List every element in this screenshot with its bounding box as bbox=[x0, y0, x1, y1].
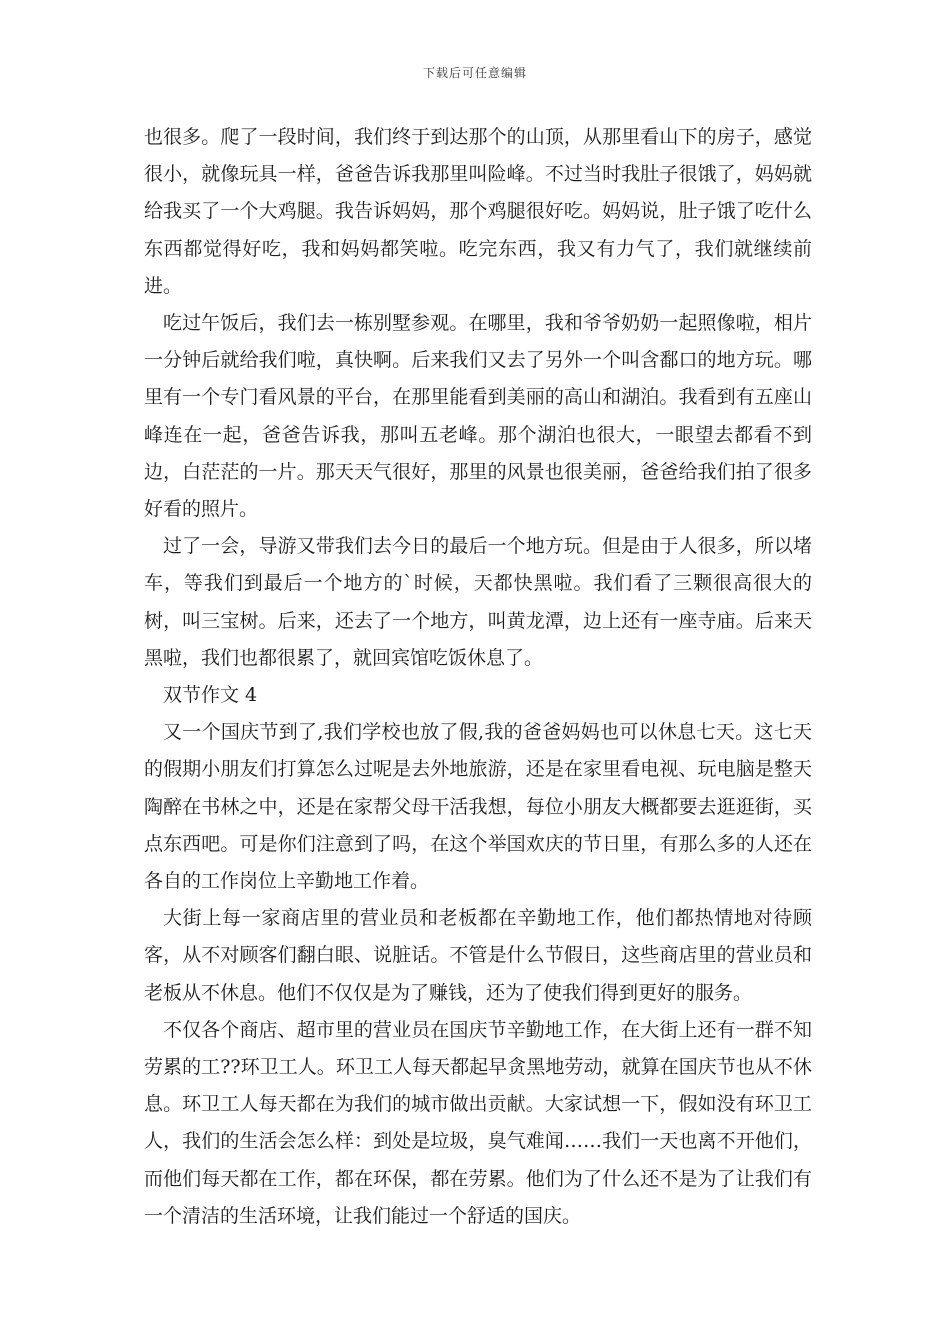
section-title: 双节作文 4 bbox=[163, 684, 258, 707]
header-note: 下载后可任意编辑 bbox=[422, 66, 527, 80]
paragraph-shop-workers: 大街上每一家商店里的营业员和老板都在辛勤地工作，他们都热情地对待顾客，从不对顾客们翻白眼、说脏话。不管是什么节假日，这些商店里的营业员和老板从不休息。他们不仅仅是为了赚钱，还为了使我们得到更好的服务。 bbox=[144, 907, 812, 1004]
document-body bbox=[144, 119, 812, 1235]
paragraph-lunch-villa: 吃过午饭后，我们去一栋别墅参观。在哪里，我和爷爷奶奶一起照像啦，相片一分钟后就给我们啦，真快啊。后来我们又去了另外一个叫含鄱口的地方玩。哪里有一个专门看风景的平台，在那里能看到美丽的高山和湖泊。我看到有五座山峰连在一起，爸爸告诉我，那叫五老峰。那个湖泊也很大，一眼望去都看不到边，白茫茫的一片。那天天气很好，那里的风景也很美丽，爸爸给我们拍了很多好看的照片。 bbox=[144, 312, 812, 521]
paragraph-national-day: 又一个国庆节到了,我们学校也放了假,我的爸爸妈妈也可以休息七天。这七天的假期小朋友们打算怎么过呢是去外地旅游，还是在家里看电视、玩电脑是整天陶醉在书林之中，还是在家帮父母干活我想，每位小朋友大概都要去逛逛街，买点东西吧。可是你们注意到了吗，在这个举国欢庆的节日里，有那么多的人还在各自的工作岗位上辛勤地工作着。 bbox=[144, 721, 812, 893]
paragraph-continuation: 也很多。爬了一段时间，我们终于到达那个的山顶，从那里看山下的房子，感觉很小，就像玩具一样，爸爸告诉我那里叫险峰。不过当时我肚子很饿了，妈妈就给我买了一个大鸡腿。我告诉妈妈，那个鸡腿很好吃。妈妈说，肚子饿了吃什么东西都觉得好吃，我和妈妈都笑啦。吃完东西，我又有力气了，我们就继续前进。 bbox=[144, 126, 812, 297]
paragraph-last-stop: 过了一会，导游又带我们去今日的最后一个地方玩。但是由于人很多，所以堵车，等我们到最后一个地方的`时候，天都快黑啦。我们看了三颗很高很大的树，叫三宝树。后来，还去了一个地方，叫黄龙潭，边上还有一座寺庙。后来天黑啦，我们也都很累了，就回宾馆吃饭休息了。 bbox=[144, 535, 812, 669]
paragraph-sanitation-workers: 不仅各个商店、超市里的营业员在国庆节辛勤地工作，在大街上还有一群不知劳累的工??环卫工人。环卫工人每天都起早贪黑地劳动，就算在国庆节也从不休息。环卫工人每天都在为我们的城市做出贡献。大家试想一下，假如没有环卫工人，我们的生活会怎么样：到处是垃圾，臭气难闻……我们一天也离不开他们，而他们每天都在工作，都在环保，都在劳累。他们为了什么还不是为了让我们有一个清洁的生活环境，让我们能过一个舒适的国庆。 bbox=[144, 1018, 812, 1227]
